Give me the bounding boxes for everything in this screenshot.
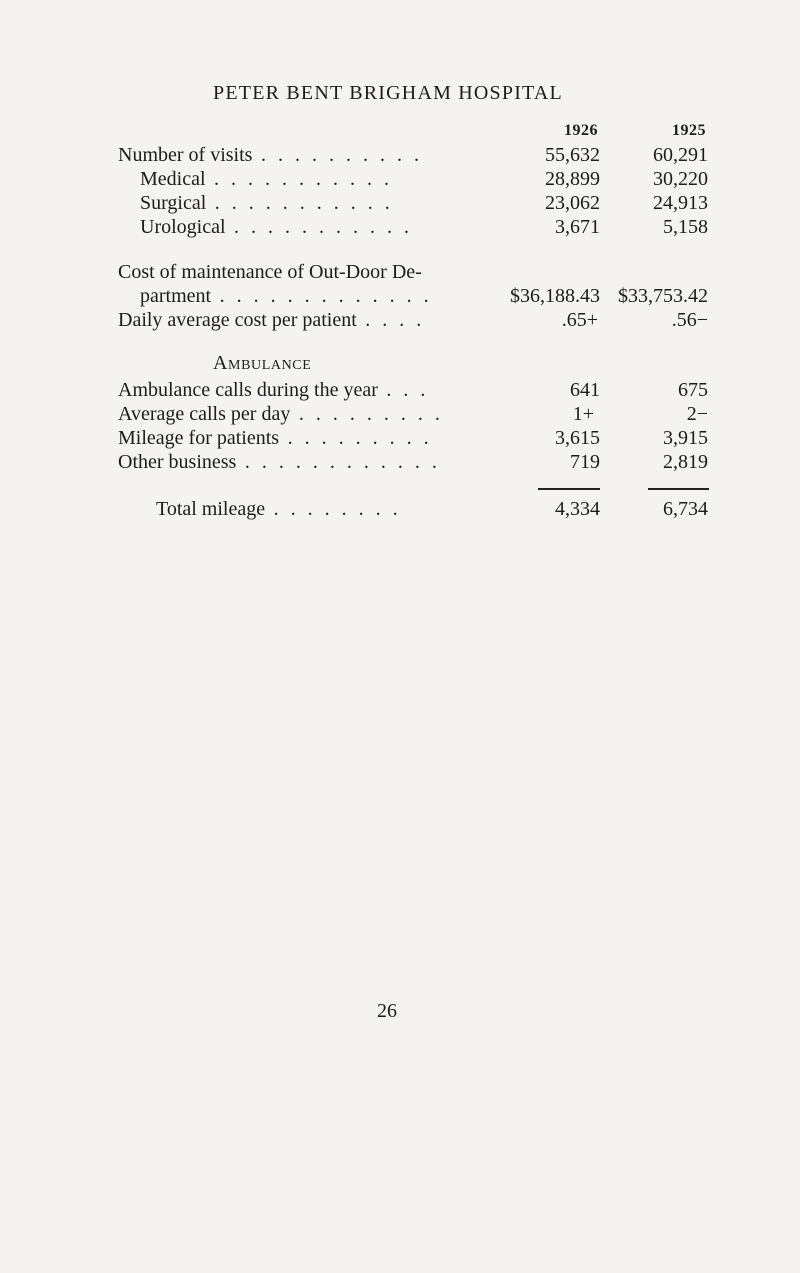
maintenance-cost-row — [118, 283, 718, 309]
value-1926: 3,671 — [555, 216, 600, 238]
visits-total-row — [118, 142, 718, 168]
visits-surgical-row — [118, 190, 718, 216]
visits-urological-row — [118, 214, 718, 240]
year-header-row — [118, 118, 718, 144]
row-label: Other business . . . . . . . . . . . . — [118, 451, 441, 473]
sum-rule-1926 — [538, 488, 600, 490]
visits-medical-row — [118, 166, 718, 192]
value-1925: 675 — [678, 379, 708, 401]
row-label: Average calls per day . . . . . . . . . — [118, 403, 444, 425]
row-label: Ambulance calls during the year . . . — [118, 379, 429, 401]
value-1925: 24,913 — [653, 192, 708, 214]
value-1926: 641 — [570, 379, 600, 401]
value-1926: 28,899 — [545, 168, 600, 190]
value-1926: 55,632 — [545, 144, 600, 166]
value-1925: 2,819 — [663, 451, 708, 473]
other-business-row — [118, 449, 718, 475]
row-label: partment . . . . . . . . . . . . . — [140, 285, 433, 307]
value-1926: 4,334 — [555, 498, 600, 520]
row-label: Daily average cost per patient . . . . — [118, 309, 425, 331]
page-number: 26 — [377, 1000, 397, 1022]
year-1926-header: 1926 — [564, 122, 598, 139]
value-1925: 5,158 — [663, 216, 708, 238]
value-1925: 3,915 — [663, 427, 708, 449]
total-mileage-row — [118, 496, 718, 522]
row-label: Medical . . . . . . . . . . . — [140, 168, 393, 190]
maintenance-label-line1: Cost of maintenance of Out-Door De- — [118, 261, 422, 283]
row-label: Surgical . . . . . . . . . . . — [140, 192, 394, 214]
value-1925: 2− — [686, 403, 708, 425]
value-1925: 6,734 — [663, 498, 708, 520]
row-label: Number of visits . . . . . . . . . . — [118, 144, 423, 166]
maintenance-cost-row-line1 — [118, 259, 718, 285]
ambulance-calls-row — [118, 377, 718, 403]
average-calls-row — [118, 401, 718, 427]
row-label: Mileage for patients . . . . . . . . . — [118, 427, 433, 449]
value-1926: 3,615 — [555, 427, 600, 449]
page-title: PETER BENT BRIGHAM HOSPITAL — [213, 82, 563, 104]
row-label: Urological . . . . . . . . . . . — [140, 216, 413, 238]
value-1925: 30,220 — [653, 168, 708, 190]
value-1926: .65+ — [561, 309, 598, 331]
value-1926: 1+ — [572, 403, 594, 425]
value-1925: $33,753.42 — [618, 285, 708, 307]
value-1926: 719 — [570, 451, 600, 473]
value-1925: 60,291 — [653, 144, 708, 166]
value-1925: .56− — [671, 309, 708, 331]
row-label: Total mileage . . . . . . . . — [156, 498, 402, 520]
year-1925-header: 1925 — [672, 122, 706, 139]
sum-rule-1925 — [648, 488, 709, 490]
mileage-patients-row — [118, 425, 718, 451]
ambulance-heading: Ambulance — [213, 352, 312, 374]
value-1926: $36,188.43 — [510, 285, 600, 307]
daily-cost-row — [118, 307, 718, 333]
value-1926: 23,062 — [545, 192, 600, 214]
